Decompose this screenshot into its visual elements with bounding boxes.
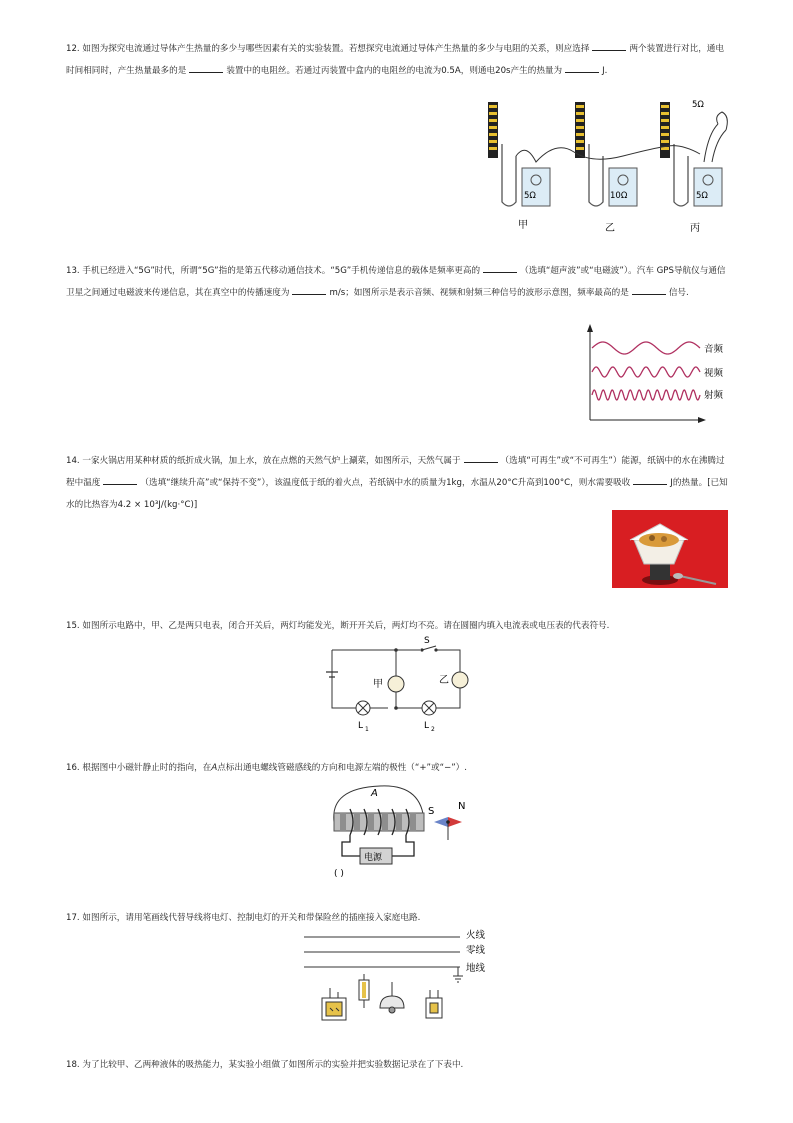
scale-icon xyxy=(660,102,670,158)
question-16 xyxy=(66,757,730,779)
answer-blank[interactable] xyxy=(483,262,517,273)
current-value: 0.5A xyxy=(441,66,461,76)
lamp-1-subscript: 1 xyxy=(365,726,369,733)
neutral-wire-label: 零线 xyxy=(466,945,486,956)
meter-b-label: 乙 xyxy=(439,675,449,686)
wave-label-video: 视频 xyxy=(704,368,724,379)
question-text: 如图所示，请用笔画线代替导线将电灯、控制电灯的开关和带保险丝的插座接入家庭电路. xyxy=(82,913,421,923)
answer-blank[interactable] xyxy=(103,474,137,485)
switch-label: S xyxy=(424,636,430,646)
wave-label-audio: 音频 xyxy=(704,344,724,355)
resistor-label-b: 10Ω xyxy=(610,191,628,201)
compass-needle-icon xyxy=(434,817,462,840)
question-text: 为了比较甲、乙两种液体的吸热能力，某实验小组做了如图所示的实验并把实验数据记录在了下表中. xyxy=(82,1060,464,1070)
resistor-label-top: 5Ω xyxy=(692,100,704,110)
point-label: A xyxy=(211,763,218,773)
question-text: ，则通电 xyxy=(460,66,496,76)
question-text: 如图所示电路中，甲、乙是两只电表，闭合开关后，两灯均能发光，断开开关后，两灯均不亮。请在圆圈内填入电流表或电压表的代表符号. xyxy=(82,621,610,631)
lamp-1-label: L xyxy=(358,721,364,731)
question-text: J的热量。[已知水的比热容为 xyxy=(66,478,728,510)
lamp-2-subscript: 2 xyxy=(431,726,435,733)
scale-icon xyxy=(575,102,585,158)
question-text: ] xyxy=(193,500,198,510)
paper-pot-photo xyxy=(612,510,728,588)
question-number: 13. xyxy=(66,266,80,276)
meter-b-circle[interactable] xyxy=(452,672,468,688)
question-text: （选填“可再生”或“不可再生”）能源，纸锅中的水在沸腾过程中温度 xyxy=(66,456,725,488)
question-number: 15. xyxy=(66,621,80,631)
answer-blank[interactable] xyxy=(464,452,498,463)
resistor-label-c: 5Ω xyxy=(696,191,708,201)
time-value: 20s xyxy=(495,66,511,76)
fuse-icon[interactable] xyxy=(359,974,369,1008)
apparatus-label-a: 甲 xyxy=(518,220,528,231)
scale-icon xyxy=(488,102,498,158)
socket-icon[interactable] xyxy=(322,988,346,1020)
pole-s-label: S xyxy=(428,806,435,817)
answer-blank[interactable] xyxy=(292,284,326,295)
question-12 xyxy=(66,38,730,82)
circuit-figure xyxy=(318,632,478,736)
lamp-icon xyxy=(422,701,436,715)
question-text: （选填“继续升高”或“保持不变”），该温度低于纸的着火点，若纸锅中水的质量为 xyxy=(140,478,447,488)
question-13 xyxy=(66,260,730,304)
point-a-label: A xyxy=(371,788,378,799)
mass-value: 1kg xyxy=(446,478,462,488)
question-text: 升高到 xyxy=(517,478,544,488)
pole-n-label: N xyxy=(458,801,466,812)
question-text: 信号. xyxy=(668,288,689,298)
question-text: 一家火锅店用某种材质的纸折成火锅，加上水，放在点燃的天然气炉上涮菜，如图所示，天然气属于 xyxy=(82,456,461,466)
switch-icon[interactable] xyxy=(426,990,442,1018)
lamp-2-label: L xyxy=(424,721,430,731)
question-number: 18. xyxy=(66,1060,80,1070)
answer-blank[interactable] xyxy=(189,62,223,73)
question-text: 手机已经进入“5G”时代，所谓“5G”指的是第五代移动通信技术。“5G”手机传递信息的载体是频率更高的 xyxy=(82,266,481,276)
question-text: 根据图中小磁针静止时的指向，在 xyxy=(82,763,212,773)
answer-blank[interactable] xyxy=(592,40,626,51)
power-source-label: 电源 xyxy=(364,853,383,863)
question-number: 12. xyxy=(66,44,80,54)
solenoid-figure xyxy=(322,782,482,882)
question-text: 两个装置进行对比，通电时间相同时，产生热量最多的是 xyxy=(66,44,724,76)
resistor-label-a: 5Ω xyxy=(524,191,536,201)
question-18 xyxy=(66,1054,730,1076)
meter-a-label: 甲 xyxy=(373,679,383,690)
answer-blank[interactable] xyxy=(632,284,666,295)
question-text: ，则水需要吸收 xyxy=(570,478,631,488)
apparatus-label-c: 丙 xyxy=(690,223,700,234)
ground-wire-label: 地线 xyxy=(466,963,486,974)
answer-blank[interactable] xyxy=(633,474,667,485)
question-text: （选填“超声波”或“电磁波”）。汽车 GPS导航仪与通信卫星之间通过电磁波来传递信息，其在真空中的传播速度为 xyxy=(66,266,726,298)
temp-to-value: 100°C xyxy=(543,478,571,488)
question-text: J. xyxy=(602,66,608,76)
polarity-answer-bracket[interactable]: ( ) xyxy=(334,869,344,879)
unit-text: m/s xyxy=(329,288,346,298)
question-text: 产生的热量为 xyxy=(510,66,563,76)
waveform-figure xyxy=(582,320,732,424)
apparatus-label-b: 乙 xyxy=(605,223,615,234)
question-text: 点标出通电螺线管磁感线的方向和电源左端的极性（“+”或“−”）. xyxy=(217,763,468,773)
question-text: ，水温从 xyxy=(462,478,497,488)
light-bulb-icon[interactable] xyxy=(380,982,404,1013)
live-wire-label: 火线 xyxy=(466,930,486,941)
question-number: 16. xyxy=(66,763,80,773)
question-text: 装置中的电阻丝。若通过丙装置中盒内的电阻丝的电流为 xyxy=(226,66,442,76)
meter-a-circle[interactable] xyxy=(388,676,404,692)
heat-capacity-value: 4.2 × 10³J/(kg·°C) xyxy=(117,500,194,510)
question-text: ；如图所示是表示音频、视频和射频三种信号的波形示意图，频率最高的是 xyxy=(345,288,629,298)
question-text: 如图为探究电流通过导体产生热量的多少与哪些因素有关的实验装置。若想探究电流通过导体产生热量的多少与电阻的关系，则应选择 xyxy=(82,44,590,54)
answer-blank[interactable] xyxy=(565,62,599,73)
wave-label-radio: 射频 xyxy=(704,390,724,401)
question-number: 17. xyxy=(66,913,80,923)
temp-from-value: 20°C xyxy=(496,478,518,488)
household-wiring-figure xyxy=(300,926,500,1030)
joule-heating-apparatus-figure xyxy=(478,94,738,240)
question-14 xyxy=(66,450,730,516)
question-number: 14. xyxy=(66,456,80,466)
lamp-icon xyxy=(356,701,370,715)
